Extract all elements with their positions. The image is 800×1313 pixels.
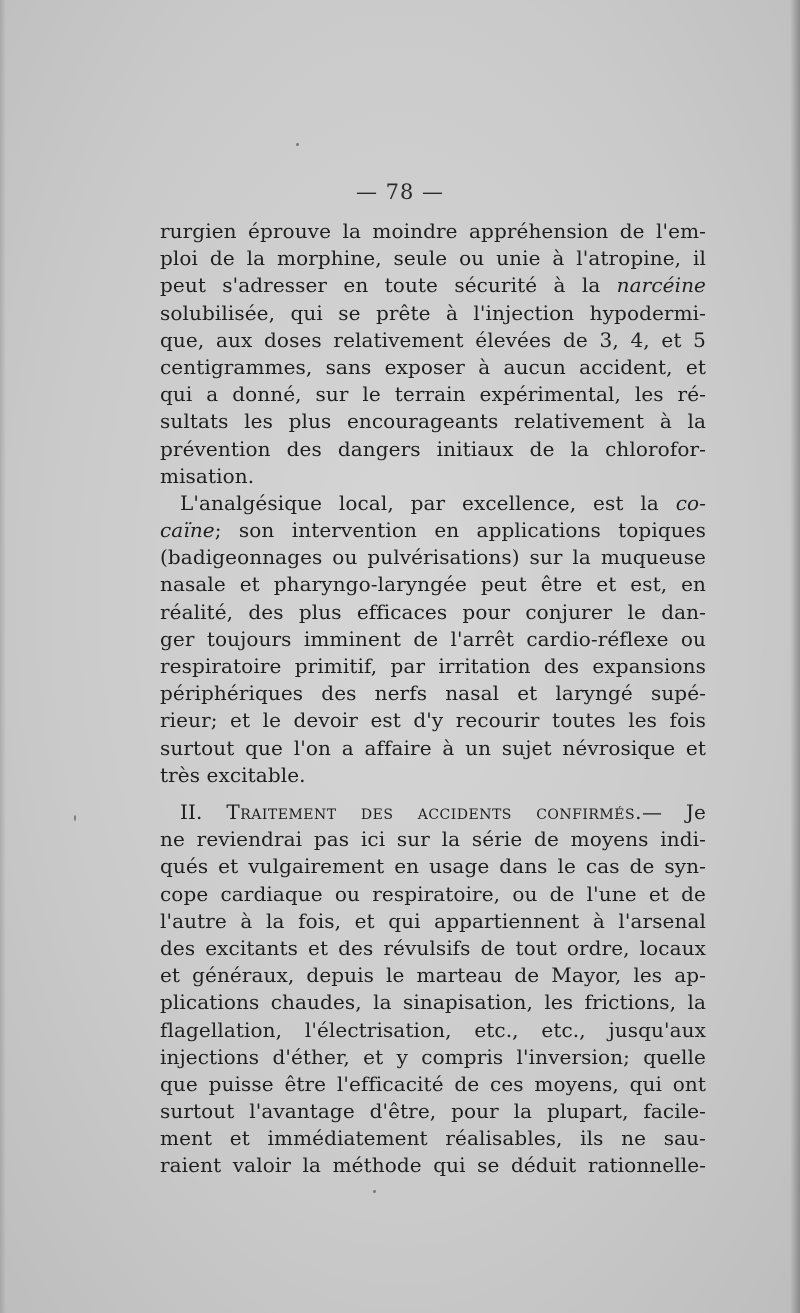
section-number: II. xyxy=(180,800,227,824)
text-line xyxy=(160,490,706,517)
page-number: — 78 — xyxy=(355,180,445,204)
text-line: réalité, des plus efficaces pour conjurer le dan- xyxy=(160,599,706,624)
text-line: solubilisée, qui se prête à l'injection hypodermi- xyxy=(160,300,706,325)
paper-speck xyxy=(296,143,299,146)
text-line: respiratoire primitif, par irritation des expansions xyxy=(160,654,706,678)
text-line: flagellation, l'électrisation, etc., etc., jusqu'aux xyxy=(160,1017,706,1042)
text-line: l'autre à la fois, et qui appartiennent à l'arsenal xyxy=(160,908,706,933)
text-line: que puisse être l'efficacité de ces moyens, qui ont xyxy=(160,1071,706,1096)
text-line: périphériques des nerfs nasal et laryngé supé- xyxy=(160,681,706,706)
text-line: misation. xyxy=(160,463,255,488)
paper-speck xyxy=(74,815,76,821)
section-heading-line xyxy=(160,799,706,826)
body-text-section-2 xyxy=(160,799,706,1180)
text-line: ger toujours imminent de l'arrêt cardio-réflexe ou xyxy=(160,626,706,651)
text-line: rurgien éprouve la moindre appréhension de l'em- xyxy=(160,219,706,243)
text-line: ment et immédiatement réalisables, ils ne sau- xyxy=(160,1126,706,1151)
section-heading: Traitement des accidents confirmés. xyxy=(226,800,642,824)
body-text-top xyxy=(160,218,706,789)
text-line xyxy=(160,517,706,544)
text-line: injections d'éther, et y compris l'inversion; quelle xyxy=(160,1044,706,1069)
text-line xyxy=(160,272,706,299)
text-line: ploi de la morphine, seule ou unie à l'atropine, il xyxy=(160,246,706,271)
text-line: nasale et pharyngo-laryngée peut être et est, en xyxy=(160,572,706,597)
text-span: L'analgésique local, par excellence, est la xyxy=(180,490,676,515)
text-line: surtout l'avantage d'être, pour la plupart, facile- xyxy=(160,1099,706,1124)
italic-term: caïne xyxy=(160,518,215,543)
text-span: ; son intervention en applications topiques xyxy=(214,518,706,543)
text-line: très excitable. xyxy=(160,762,306,787)
text-line: des excitants et des révulsifs de tout ordre, locaux xyxy=(160,935,706,960)
text-line: raient valoir la méthode qui se déduit rationnelle- xyxy=(160,1153,706,1178)
text-line: centigrammes, sans exposer à aucun accident, et xyxy=(160,354,706,379)
text-line: ne reviendrai pas ici sur la série de moyens indi- xyxy=(160,827,706,852)
text-line: cope cardiaque ou respiratoire, ou de l'une et de xyxy=(160,881,706,906)
text-line: rieur; et le devoir est d'y recourir toutes les fois xyxy=(160,708,706,733)
text-line: plications chaudes, la sinapisation, les frictions, la xyxy=(160,990,706,1015)
italic-term: co- xyxy=(675,490,706,515)
text-line: (badigeonnages ou pulvérisations) sur la muqueuse xyxy=(160,545,706,570)
text-span: — Je xyxy=(641,800,706,824)
text-line: prévention des dangers initiaux de la chlorofor- xyxy=(160,436,706,461)
text-line: que, aux doses relativement élevées de 3, 4, et 5 xyxy=(160,327,706,352)
text-line: qués et vulgairement en usage dans le cas de syn- xyxy=(160,854,706,879)
paper-speck xyxy=(373,1190,376,1193)
italic-term: narcéine xyxy=(616,273,706,298)
text-line: sultats les plus encourageants relativement à la xyxy=(160,409,706,434)
text-line: qui a donné, sur le terrain expérimental, les ré- xyxy=(160,382,706,407)
text-line: surtout que l'on a affaire à un sujet névrosique et xyxy=(160,735,706,760)
text-span: peut s'adresser en toute sécurité à la xyxy=(160,273,617,298)
text-line: et généraux, depuis le marteau de Mayor, les ap- xyxy=(160,963,706,988)
